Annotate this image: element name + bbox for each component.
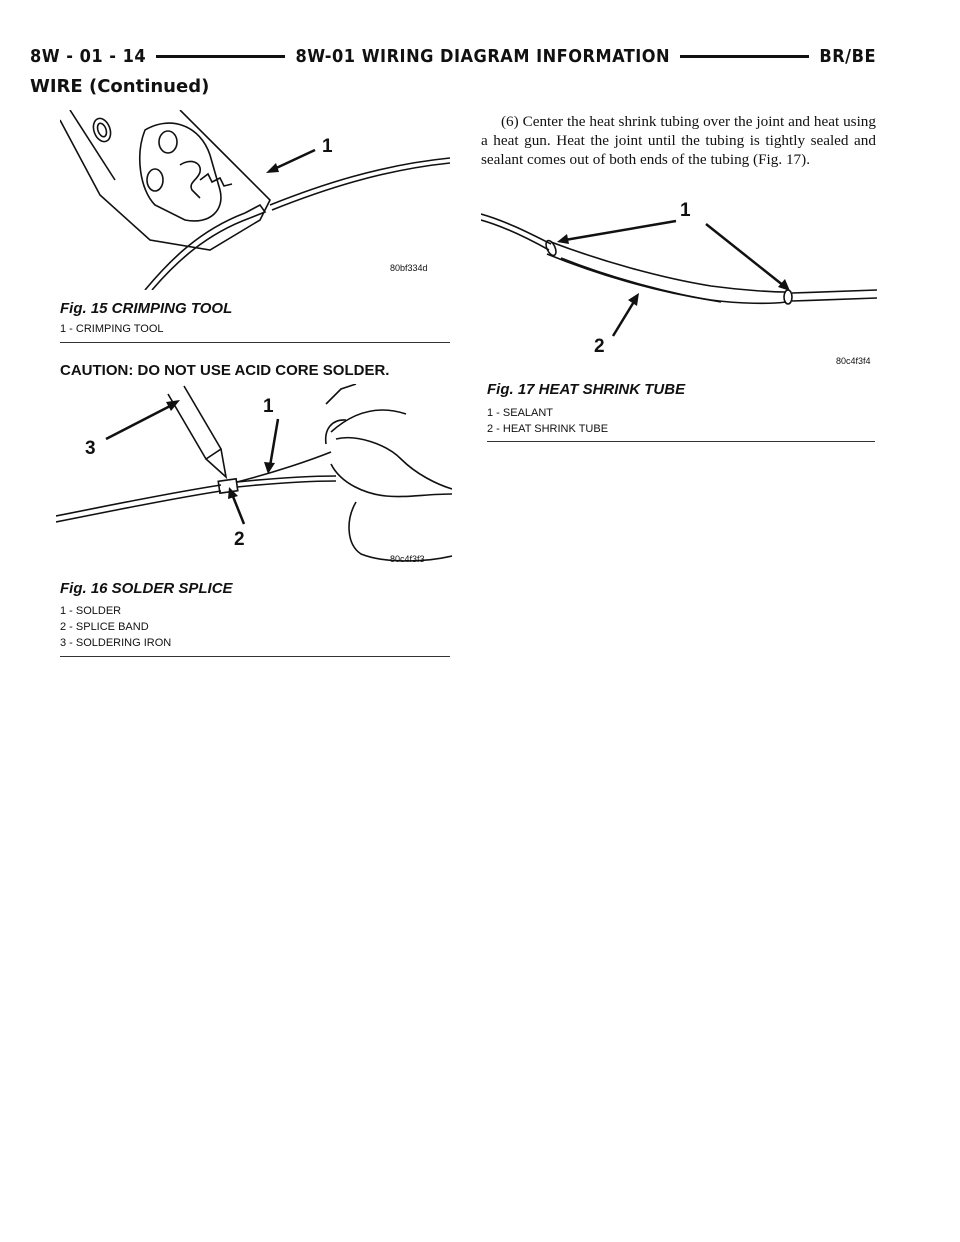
legend-item: 1 - CRIMPING TOOL — [60, 323, 164, 335]
figure-legend — [60, 321, 164, 337]
callout-2: 2 — [594, 336, 605, 357]
legend-divider — [487, 441, 875, 442]
figure-code: 80c4f3f3 — [390, 554, 425, 564]
figure-code: 80bf334d — [390, 263, 428, 273]
figure-heat-shrink-tube — [481, 196, 877, 374]
legend-divider — [60, 656, 450, 657]
figure-legend — [487, 405, 608, 437]
solder-splice-illustration — [56, 384, 452, 570]
callout-1: 1 — [680, 200, 691, 221]
instruction-step: (6) Center the heat shrink tubing over the joint and heat using a heat gun. Heat the joint until the tubing is tightly sealed and sealant comes out of both ends of the tubing (Fig. 17). — [481, 113, 876, 168]
legend-item: 1 - SEALANT — [487, 407, 554, 419]
heat-shrink-illustration — [481, 196, 877, 374]
header-rule-left — [156, 55, 285, 58]
figure-caption: Fig. 15 CRIMPING TOOL — [60, 300, 233, 317]
callout-2: 2 — [234, 529, 245, 550]
header-rule-right — [680, 55, 809, 58]
figure-caption: Fig. 17 HEAT SHRINK TUBE — [487, 381, 686, 398]
legend-item: 3 - SOLDERING IRON — [60, 637, 172, 649]
legend-item: 2 - SPLICE BAND — [60, 621, 149, 633]
figure-solder-splice — [56, 384, 452, 570]
callout-1: 1 — [322, 136, 333, 157]
legend-divider — [60, 342, 450, 343]
figure-caption: Fig. 16 SOLDER SPLICE — [60, 580, 233, 597]
figure-crimping-tool — [60, 110, 450, 290]
page-header — [30, 40, 876, 72]
section-title: WIRE (Continued) — [30, 76, 210, 97]
callout-3: 3 — [85, 438, 96, 459]
legend-item: 2 - HEAT SHRINK TUBE — [487, 423, 609, 435]
figure-legend — [60, 603, 171, 651]
callout-1: 1 — [263, 396, 274, 417]
legend-item: 1 - SOLDER — [60, 605, 122, 617]
page-number: 8W - 01 - 14 — [30, 45, 147, 67]
figure-code: 80c4f3f4 — [836, 356, 871, 366]
chapter-title: 8W-01 WIRING DIAGRAM INFORMATION — [295, 45, 671, 67]
model-code: BR/BE — [819, 45, 877, 67]
caution-note: CAUTION: DO NOT USE ACID CORE SOLDER. — [60, 362, 390, 379]
